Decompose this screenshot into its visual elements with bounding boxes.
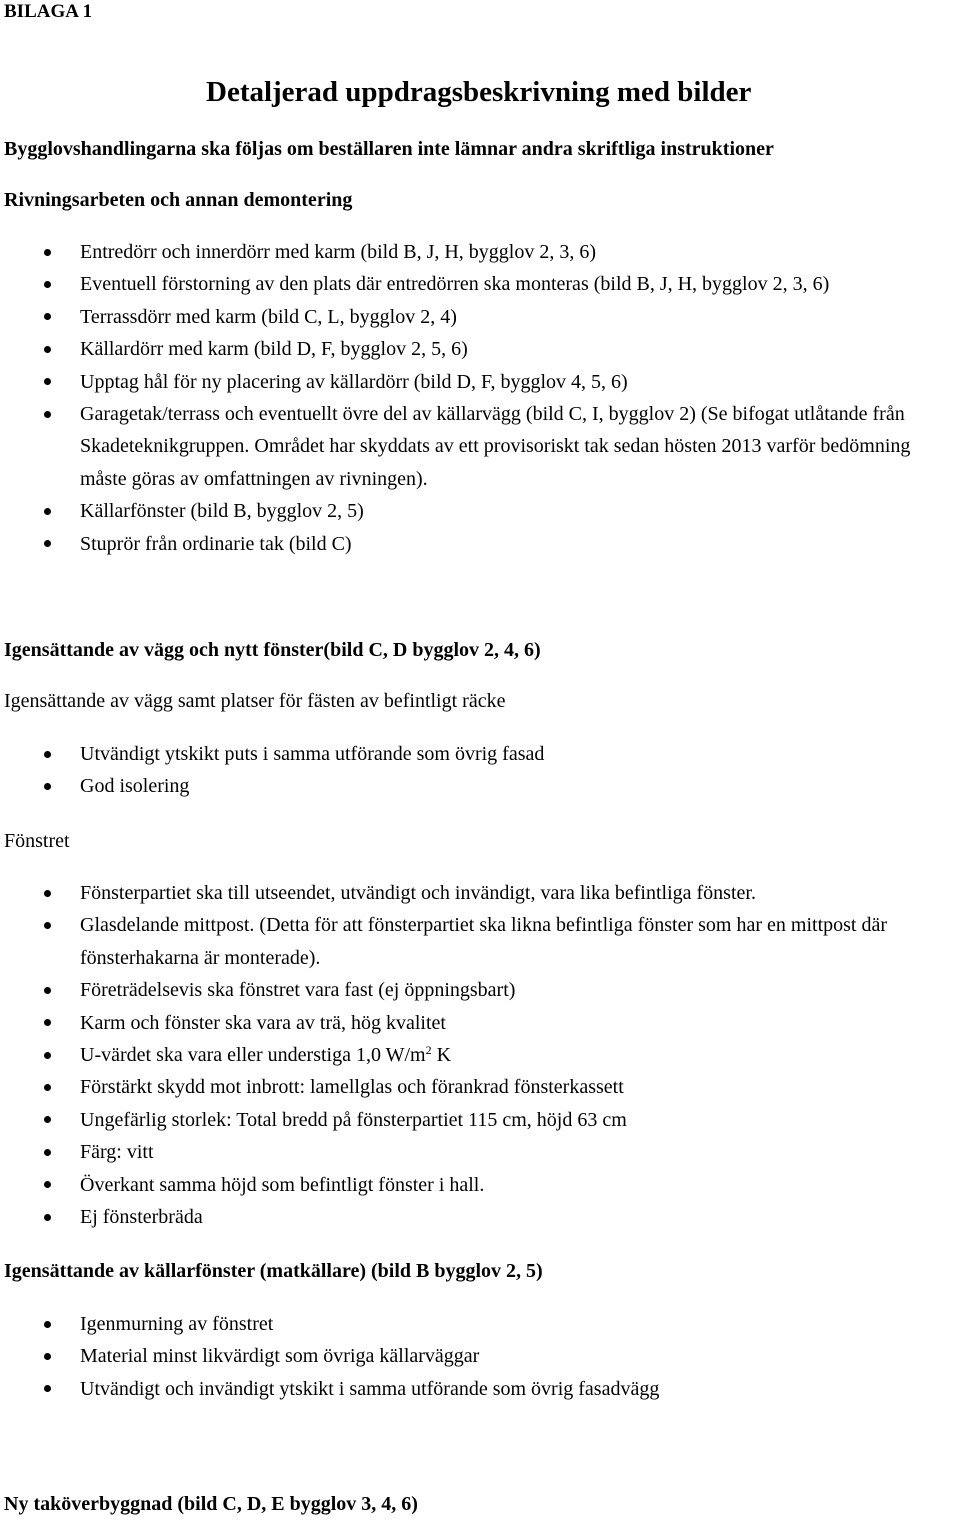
list-item: Stuprör från ordinarie tak (bild C) — [0, 528, 960, 560]
list-item: Karm och fönster ska vara av trä, hög kvalitet — [0, 1007, 960, 1039]
igensattande-vagg-list — [0, 738, 960, 803]
document-title: Detaljerad uppdragsbeskrivning med bilder — [206, 76, 752, 108]
list-item: Fönsterpartiet ska till utseendet, utvändigt och invändigt, vara lika befintliga fönster. — [0, 877, 960, 909]
u-value-exponent: 2 — [425, 1043, 432, 1058]
list-item: Företrädelsevis ska fönstret vara fast (ej öppningsbart) — [0, 974, 960, 1006]
rivning-list — [0, 236, 960, 560]
list-item: Utvändigt ytskikt puts i samma utförande som övrig fasad — [0, 738, 960, 770]
section-heading-rivning: Rivningsarbeten och annan demontering — [4, 189, 353, 211]
section-subheading: Igensättande av vägg samt platser för fästen av befintligt räcke — [4, 690, 506, 712]
list-item: Glasdelande mittpost. (Detta för att fönsterpartiet ska likna befintliga fönster som har en mittpost där fönsterhakarna är monterade). — [0, 909, 960, 974]
list-item: Material minst likvärdigt som övriga källarväggar — [0, 1340, 960, 1372]
list-item: Garagetak/terrass och eventuellt övre del av källarvägg (bild C, I, bygglov 2) (Se bifogat utlåtande från Skadeteknikgruppen. Området har skyddats av ett provisoriskt tak sedan hösten 2013 varför bedömning måste göras av omfattningen av rivningen). — [0, 398, 960, 495]
list-item: Igenmurning av fönstret — [0, 1308, 960, 1340]
list-item: Förstärkt skydd mot inbrott: lamellglas och förankrad fönsterkassett — [0, 1071, 960, 1103]
kallarfonster-list — [0, 1308, 960, 1405]
list-item: Ej fönsterbräda — [0, 1201, 960, 1233]
fonstret-list — [0, 877, 960, 1233]
section-heading-fonstret: Fönstret — [4, 830, 70, 852]
list-item: Källardörr med karm (bild D, F, bygglov 2, 5, 6) — [0, 333, 960, 365]
list-item: Upptag hål för ny placering av källardörr (bild D, F, bygglov 4, 5, 6) — [0, 366, 960, 398]
list-item: Ungefärlig storlek: Total bredd på fönsterpartiet 115 cm, höjd 63 cm — [0, 1104, 960, 1136]
list-item: God isolering — [0, 770, 960, 802]
list-item: Källarfönster (bild B, bygglov 2, 5) — [0, 495, 960, 527]
list-item: Utvändigt och invändigt ytskikt i samma utförande som övrig fasadvägg — [0, 1373, 960, 1405]
list-item: Terrassdörr med karm (bild C, L, bygglov 2, 4) — [0, 301, 960, 333]
section-heading-kallarfonster: Igensättande av källarfönster (matkällare) (bild B bygglov 2, 5) — [4, 1260, 543, 1282]
list-item-u-value — [0, 1039, 960, 1071]
appendix-label: BILAGA 1 — [4, 1, 93, 22]
u-value-text: U-värdet ska vara eller understiga 1,0 W/m — [80, 1044, 426, 1067]
intro-text: Bygglovshandlingarna ska följas om beställaren inte lämnar andra skriftliga instruktioner — [4, 138, 774, 160]
section-heading-takoverbyggnad: Ny taköverbyggnad (bild C, D, E bygglov 3, 4, 6) — [4, 1493, 418, 1515]
list-item: Färg: vitt — [0, 1136, 960, 1168]
list-item: Eventuell förstorning av den plats där entredörren ska monteras (bild B, J, H, bygglov 2, 3, 6) — [0, 268, 960, 300]
list-item: Entredörr och innerdörr med karm (bild B, J, H, bygglov 2, 3, 6) — [0, 236, 960, 268]
u-value-unit: K — [431, 1044, 452, 1067]
list-item: Överkant samma höjd som befintligt fönster i hall. — [0, 1169, 960, 1201]
section-heading-igensattande-vagg: Igensättande av vägg och nytt fönster(bild C, D bygglov 2, 4, 6) — [4, 639, 541, 661]
